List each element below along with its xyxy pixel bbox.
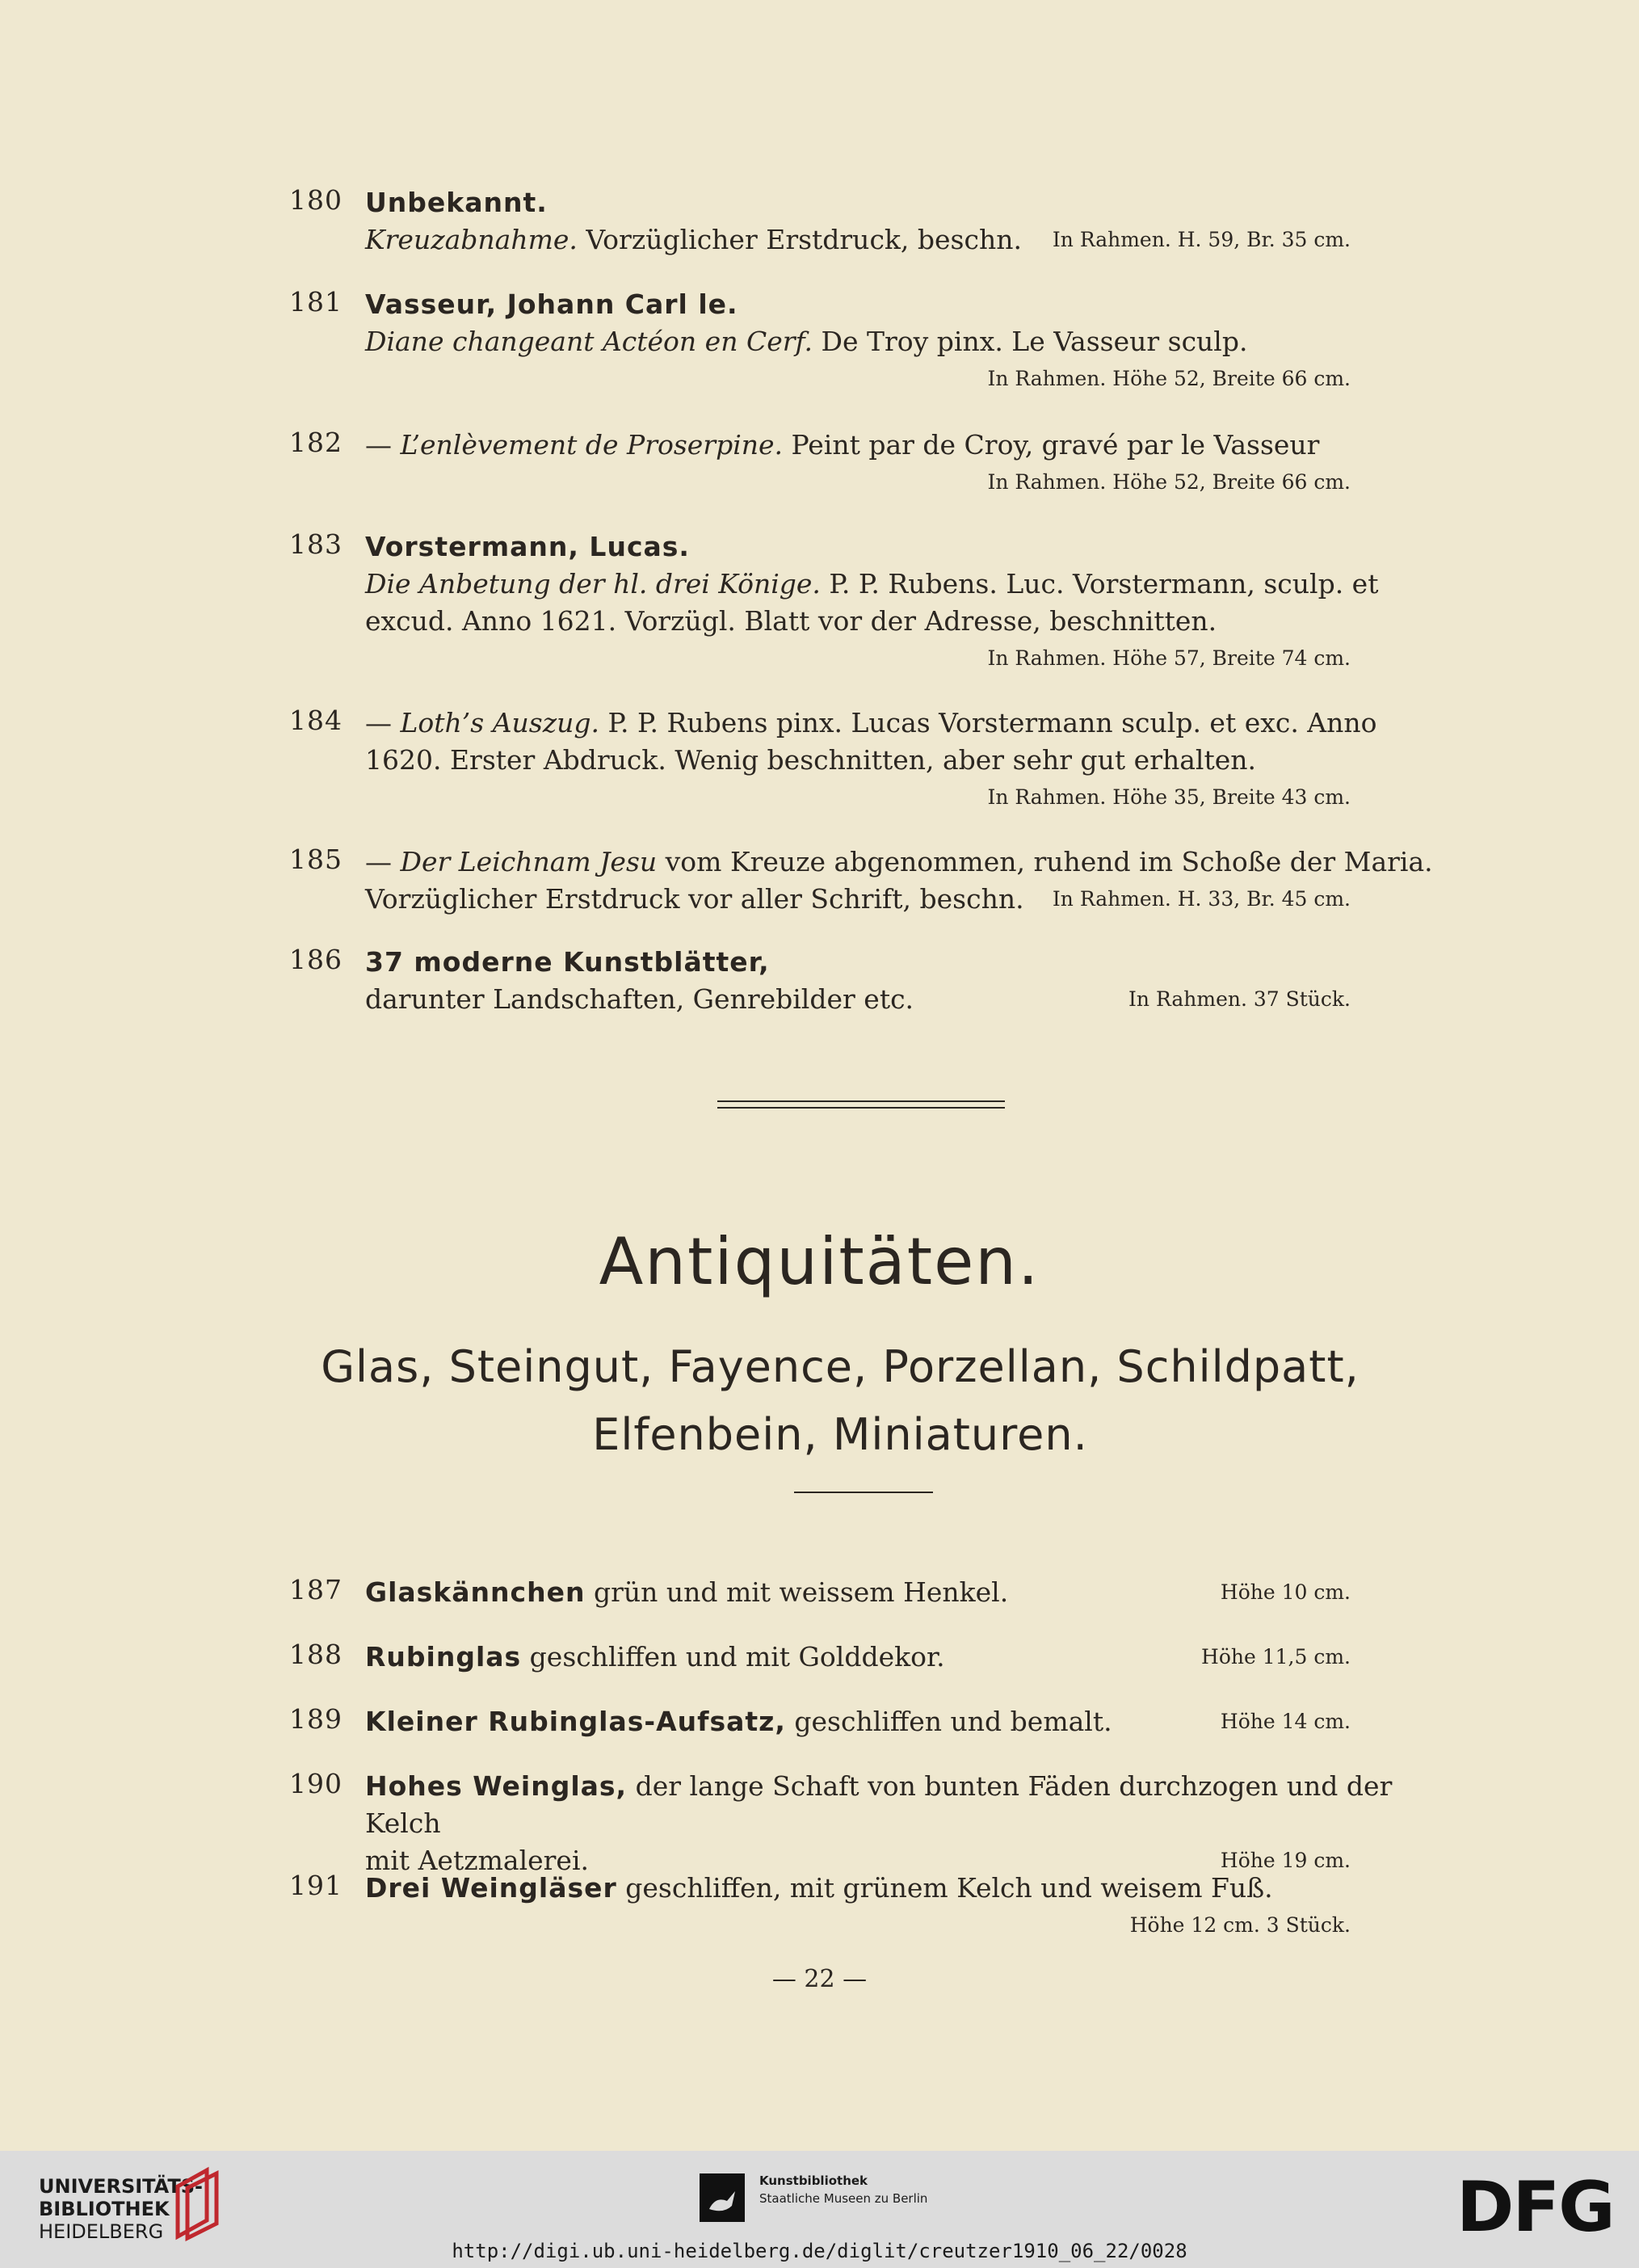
entry-title: 37 moderne Kunstblätter,: [365, 946, 770, 978]
entry-title: Glaskännchen: [365, 1576, 586, 1608]
kunstbibliothek-name: Kunstbibliothek: [759, 2173, 868, 2188]
entry-number: 184: [289, 705, 343, 736]
entry-title: Drei Weingläser: [365, 1872, 617, 1904]
entry-title: Vasseur, Johann Carl le.: [365, 288, 738, 320]
entry-number: 190: [289, 1768, 343, 1799]
entry-description: P. P. Rubens pinx. Lucas Vorstermann sculp. et exc. Anno: [599, 707, 1377, 738]
entry-dimensions: Höhe 11,5 cm.: [1201, 1645, 1351, 1668]
ub-heidelberg-mark-icon: [171, 2164, 228, 2241]
entry-number: 188: [289, 1639, 343, 1670]
entry-description-cont: mit Aetzmalerei.: [365, 1845, 590, 1876]
entry-dimensions: Höhe 19 cm.: [1220, 1849, 1351, 1872]
entry-work-title: Die Anbetung der hl. drei Könige.: [365, 568, 821, 600]
entry-description: vom Kreuze abgenommen, ruhend im Schoße der Maria.: [657, 846, 1433, 877]
entry-work-title: Diane changeant Actéon en Cerf.: [365, 326, 813, 357]
heading-divider: [794, 1492, 933, 1493]
section-subheading-line2: Elfenbein, Miniaturen.: [592, 1409, 1088, 1460]
entry-dimensions: Höhe 10 cm.: [1220, 1580, 1351, 1604]
kunstbibliothek-text: [759, 2172, 927, 2207]
entry-dimensions: In Rahmen. Höhe 52, Breite 66 cm.: [987, 470, 1351, 494]
entry-dash: —: [365, 429, 401, 461]
entry-description: geschliffen und bemalt.: [785, 1706, 1112, 1737]
entry-number: 183: [289, 528, 343, 560]
entry-work-title: Loth’s Auszug.: [400, 707, 599, 738]
section-heading: Antiquitäten.: [599, 1224, 1040, 1299]
entry-description: geschliffen, mit grünem Kelch und weisem Fuß.: [616, 1872, 1273, 1904]
entry-description: der lange Schaft von bunten Fäden durchzogen und der Kelch: [365, 1770, 1393, 1839]
entry-dimensions: In Rahmen. H. 59, Br. 35 cm.: [1052, 228, 1351, 251]
entry-work-title: Kreuzabnahme.: [365, 224, 578, 255]
entry-title: Rubinglas: [365, 1641, 522, 1673]
section-subheading: [242, 1333, 1438, 1469]
entry-number: 191: [289, 1870, 343, 1901]
entry-description: De Troy pinx. Le Vasseur sculp.: [813, 326, 1248, 357]
entry-dimensions: In Rahmen. 37 Stück.: [1128, 987, 1351, 1011]
entry-dash: —: [365, 707, 401, 738]
entry-description: grün und mit weissem Henkel.: [585, 1576, 1009, 1608]
entry-work-title: Der Leichnam Jesu: [400, 846, 658, 877]
entry-description-cont: 1620. Erster Abdruck. Wenig beschnitten, aber sehr gut erhalten.: [365, 744, 1257, 776]
entry-description-cont: excud. Anno 1621. Vorzügl. Blatt vor der Adresse, beschnitten.: [365, 605, 1217, 637]
ub-logo-line1: UNIVERSITÄTS-: [39, 2175, 204, 2198]
entry-dimensions: In Rahmen. Höhe 52, Breite 66 cm.: [987, 367, 1351, 390]
entry-dimensions: Höhe 12 cm. 3 Stück.: [1129, 1913, 1351, 1937]
ub-logo-line2: BIBLIOTHEK: [39, 2198, 170, 2220]
entry-number: 180: [289, 184, 343, 216]
section-subheading-line1: Glas, Steingut, Fayence, Porzellan, Schildpatt,: [321, 1341, 1360, 1392]
kunstbibliothek-institution: Staatliche Museen zu Berlin: [759, 2191, 928, 2206]
entry-number: 182: [289, 427, 343, 458]
section-divider: [717, 1107, 1005, 1109]
entry-number: 181: [289, 286, 343, 318]
entry-dimensions: Höhe 14 cm.: [1220, 1710, 1351, 1733]
entry-dimensions: In Rahmen. H. 33, Br. 45 cm.: [1052, 887, 1351, 911]
page-number: — 22 —: [771, 1965, 868, 1993]
entry-description: Peint par de Croy, gravé par le Vasseur: [783, 429, 1320, 461]
entry-title: Kleiner Rubinglas-Aufsatz,: [365, 1706, 786, 1737]
permalink-url[interactable]: http://digi.ub.uni-heidelberg.de/diglit/creutzer1910_06_22/0028: [452, 2240, 1187, 2262]
entry-number: 189: [289, 1703, 343, 1735]
entry-description: darunter Landschaften, Genrebilder etc.: [365, 983, 914, 1015]
entry-description: Vorzüglicher Erstdruck, beschn.: [577, 224, 1022, 255]
entry-number: 185: [289, 844, 343, 875]
kunstbibliothek-logo-icon[interactable]: [700, 2173, 745, 2222]
entry-description: P. P. Rubens. Luc. Vorstermann, sculp. et: [820, 568, 1379, 600]
dfg-logo[interactable]: DFG: [1456, 2167, 1614, 2248]
entry-title: Vorstermann, Lucas.: [365, 531, 690, 562]
entry-description-cont: Vorzüglicher Erstdruck vor aller Schrift, beschn.: [365, 883, 1024, 915]
ub-logo-line3: HEIDELBERG: [39, 2220, 164, 2243]
entry-number: 187: [289, 1574, 343, 1605]
entry-description: geschliffen und mit Golddekor.: [521, 1641, 945, 1673]
entry-number: 186: [289, 944, 343, 975]
section-divider: [717, 1100, 1005, 1102]
entry-title: Hohes Weinglas,: [365, 1770, 628, 1802]
entry-dimensions: In Rahmen. Höhe 35, Breite 43 cm.: [987, 785, 1351, 809]
entry-work-title: L’enlèvement de Proserpine.: [400, 429, 784, 461]
entry-dash: —: [365, 846, 401, 877]
viewer-footer: [0, 2151, 1639, 2268]
entry-dimensions: In Rahmen. Höhe 57, Breite 74 cm.: [987, 646, 1351, 670]
entry-title: Unbekannt.: [365, 187, 548, 218]
